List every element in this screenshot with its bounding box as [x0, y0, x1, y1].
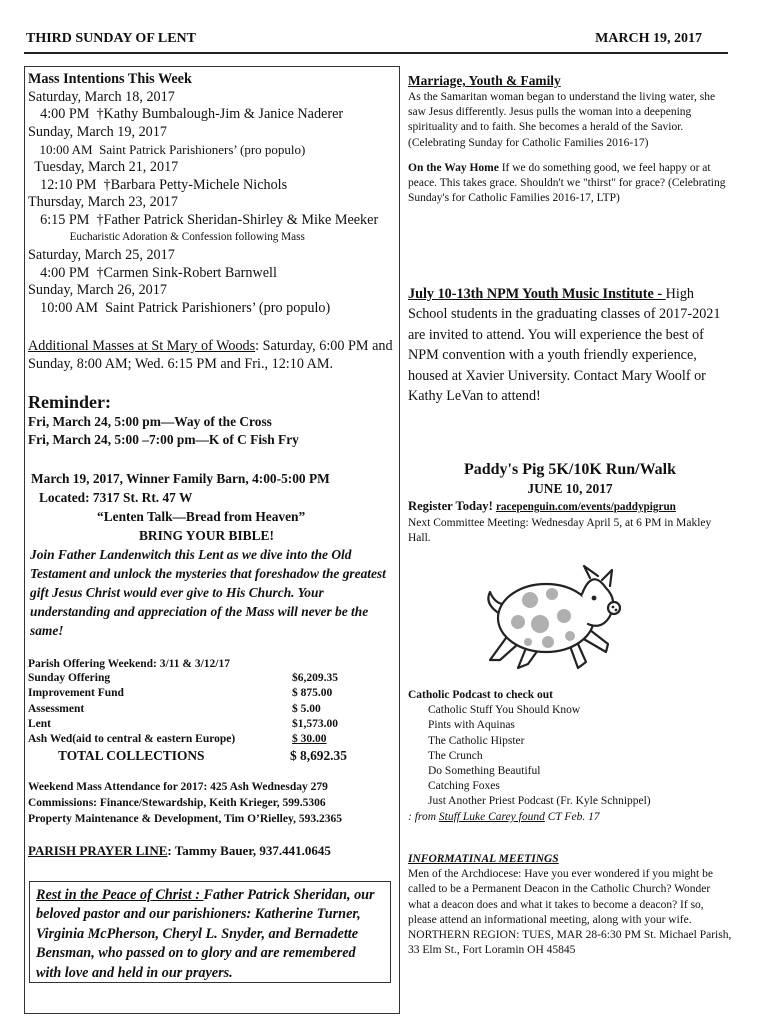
marriage-body: As the Samaritan woman began to understand the living water, she saw Jesus differently. Jesus pulls the woman into a deepening spirituality and to faith. She becomes a herald of the Savior. [408, 91, 716, 134]
mass-line: 12:10 PM †Barbara Petty-Michele Nichols [33, 176, 288, 193]
additional-masses-link[interactable]: Additional Masses at St Mary of Woods [28, 338, 256, 354]
mass-line: 10:00 AM Saint Patrick Parishioners’ (pro populo) [33, 142, 306, 158]
event-talk-title: “Lenten Talk—Bread from Heaven” [97, 509, 306, 524]
rest-text: Father Patrick Sheridan, our beloved pastor and our parishioners: Katherine Turner, Virginia McPherson, Cheryl L. Snyder, and Bernadette Bensman, who passed on to glory and are remembered with love and held in our prayers. [36, 887, 375, 981]
offering-title: Parish Offering Weekend: 3/11 & 3/12/17 [28, 658, 230, 670]
offering-row: Lent $1,573.00 [28, 717, 338, 730]
offering-total: TOTAL COLLECTIONS $ 8,692.35 [58, 748, 347, 764]
pig-run [408, 460, 732, 546]
podcast-item: Catching Foxes [428, 780, 500, 793]
mass-line: Saturday, March 18, 2017 [28, 88, 175, 105]
offering-row: Sunday Offering $6,209.35 [28, 672, 338, 685]
pig-run-meeting: Next Committee Meeting: Wednesday April 5, at 6 PM in Makley Hall. [408, 517, 712, 545]
podcast-title: Catholic Podcast to check out [408, 689, 554, 701]
mass-line: Thursday, March 23, 2017 [28, 194, 178, 211]
mass-line: Sunday, March 26, 2017 [28, 282, 167, 299]
parish-offering [28, 657, 396, 766]
reminder-line: Fri, March 24, 5:00 –7:00 pm—K of C Fish Fry [28, 432, 299, 447]
mass-intentions [28, 71, 398, 317]
marriage-title: Marriage, Youth & Family [408, 73, 561, 88]
left-column [24, 66, 400, 1014]
podcast-item: Just Another Priest Podcast (Fr. Kyle Schnippel) [428, 795, 651, 808]
offering-row: Ash Wed(aid to central & eastern Europe) $ 30.00 [28, 732, 327, 745]
on-the-way-home: On the Way Home If we do something good, we feel happy or at peace. This takes grace. Shouldn't we "thirst" for grace? (Celebrating Sunday's for Catholic Families 2016-17, LTP) [408, 161, 726, 205]
mass-line: Saturday, March 25, 2017 [28, 246, 175, 263]
marriage-note: (Celebrating Sunday for Catholic Families 2016-17) [408, 136, 649, 149]
offering-row: Assessment $ 5.00 [28, 702, 321, 715]
additional-masses-text: : Saturday, 6:00 PM and Sunday, 8:00 AM; Wed. 6:15 PM and Fri., 12:10 AM. [28, 338, 393, 372]
informational-meetings [408, 852, 734, 958]
npm-youth [408, 284, 732, 406]
prayer-line-label: PARISH PRAYER LINE [28, 843, 168, 858]
podcast-item: The Catholic Hipster [428, 734, 525, 747]
header-title: THIRD SUNDAY OF LENT [26, 31, 196, 46]
catholic-podcast [408, 688, 732, 825]
marriage-youth-family [408, 72, 732, 206]
rest-label: Rest in the Peace of Christ : [36, 887, 204, 903]
mass-line: 4:00 PM †Carmen Sink-Robert Barnwell [33, 264, 277, 281]
pig-run-register: Register Today! racepenguin.com/events/paddypigrun [408, 499, 676, 513]
mass-line: Tuesday, March 21, 2017 [31, 158, 179, 175]
prayer-line-text: : Tammy Bauer, 937.441.0645 [167, 843, 331, 858]
mass-line: 6:15 PM †Father Patrick Sheridan-Shirley & Mike Meeker [33, 211, 379, 228]
pig-run-title: Paddy's Pig 5K/10K Run/Walk [463, 461, 677, 478]
pig-run-date: JUNE 10, 2017 [527, 481, 613, 496]
offering-row: Improvement Fund $ 875.00 [28, 687, 333, 700]
property-line: Property Maintenance & Development, Tim O’Rielley, 593.2365 [28, 813, 342, 825]
npm-text: High School students in the graduating classes of 2017-2021 are invited to attend. You will experience the best of NPM convention with a youth friendly experience, housed at Xavier University. Contact Mary Woolf or Kathy LeVan to attend! [408, 286, 721, 405]
rest-in-peace-box [29, 881, 391, 983]
podcast-item: The Crunch [428, 749, 483, 762]
podcast-source: : from Stuff Luke Carey found CT Feb. 17 [408, 810, 600, 823]
commissions-line: Commissions: Finance/Stewardship, Keith Krieger, 599.5306 [28, 797, 326, 809]
meetings-title: INFORMATINAL MEETINGS [408, 853, 559, 865]
header-date: MARCH 19, 2017 [595, 31, 702, 46]
mass-line: 10:00 AM Saint Patrick Parishioners’ (pro populo) [33, 299, 331, 316]
reminder-title: Reminder: [28, 392, 111, 412]
npm-title: July 10-13th NPM Youth Music Institute - [408, 286, 666, 302]
podcast-item: Do Something Beautiful [428, 765, 541, 778]
event-line: March 19, 2017, Winner Family Barn, 4:00-5:00 PM [31, 471, 330, 486]
mass-line: Eucharistic Adoration & Confession following Mass [50, 231, 305, 244]
page-header [24, 28, 728, 54]
mass-heading: Mass Intentions This Week [28, 71, 192, 87]
attendance [28, 779, 396, 827]
prayer-line [28, 843, 331, 859]
event-location: Located: 7317 St. Rt. 47 W [39, 490, 193, 505]
mass-line: 4:00 PM †Kathy Bumbalough-Jim & Janice Naderer [33, 106, 344, 123]
additional-masses [28, 338, 396, 373]
event-bring-bible: BRING YOUR BIBLE! [139, 528, 274, 543]
attendance-line: Weekend Mass Attendance for 2017: 425 Ash Wednesday 279 [28, 781, 328, 793]
podcast-item: Pints with Aquinas [428, 719, 515, 732]
lenten-talk [31, 469, 395, 640]
pig-run-url[interactable]: racepenguin.com/events/paddypigrun [495, 501, 676, 513]
pig-drawing-icon [478, 564, 628, 672]
reminder-section [28, 391, 396, 449]
podcast-item: Catholic Stuff You Should Know [428, 704, 581, 717]
meetings-body: Men of the Archdiocese: Have you ever wondered if you might be called to be a Permanent Deacon in the Catholic Church? Wonder what a deacon does and what it takes to become a deacon? If so, please attend an informational meeting, along with your wife. NORTHERN REGION: TUES, MAR 28-6:30 PM St. Michael Parish, 33 Elm St., Fort Loramin OH 45845 [408, 868, 732, 957]
reminder-line: Fri, March 24, 5:00 pm—Way of the Cross [28, 414, 272, 429]
mass-line: Sunday, March 19, 2017 [28, 123, 167, 140]
event-body: Join Father Landenwitch this Lent as we dive into the Old Testament and unlock the mysteries that foreshadow the greatest gift Jesus Christ would ever give to His Church. Your understanding and appreciation of the Mass will never be the same! [30, 547, 386, 638]
